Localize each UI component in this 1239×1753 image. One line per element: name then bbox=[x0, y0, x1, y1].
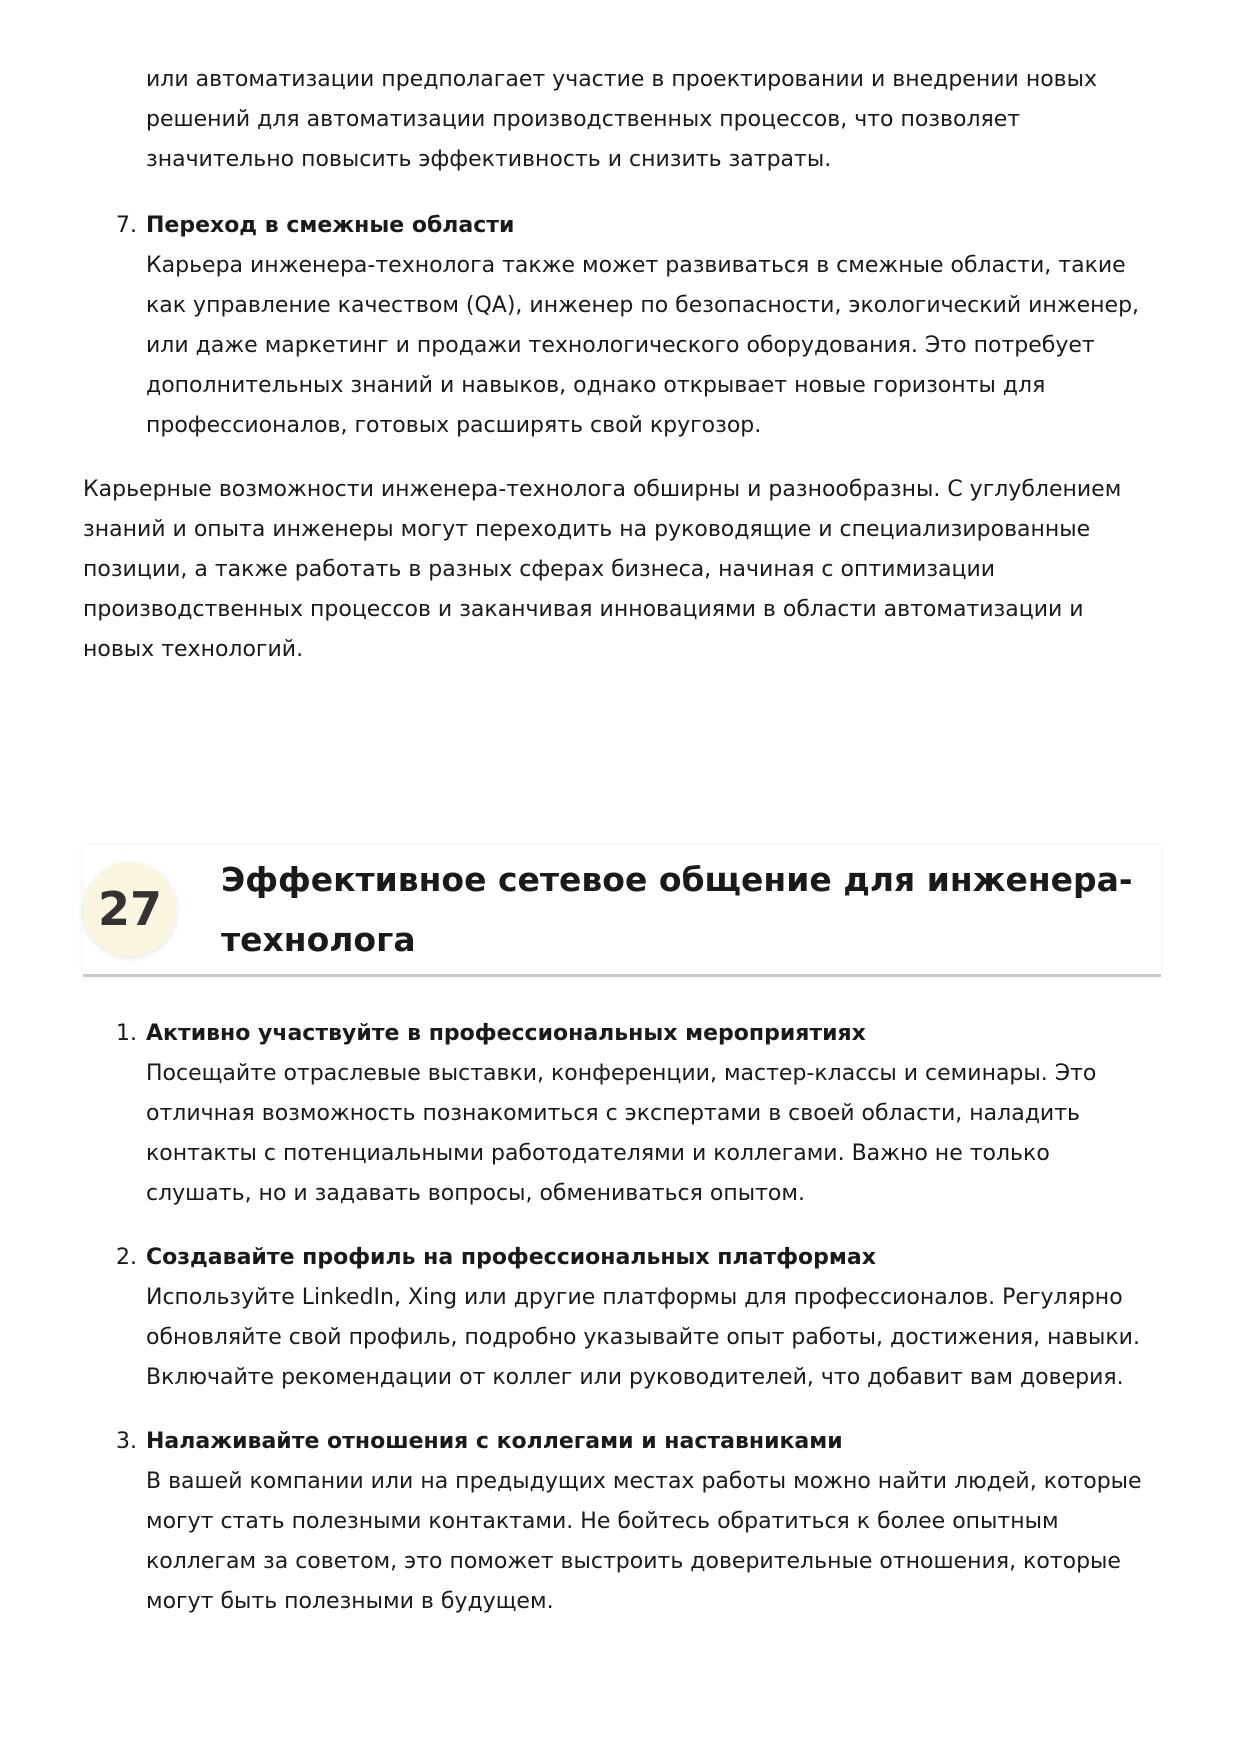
career-paths-list bbox=[83, 206, 1161, 446]
list-item-number: 1. bbox=[116, 1021, 137, 1046]
list-item-number: 7. bbox=[116, 213, 137, 238]
section-number-badge: 27 bbox=[83, 862, 177, 956]
list-item-body: Используйте LinkedIn, Xing или другие платформы для профессионалов. Регулярно обновляйте свой профиль, подробно указывайте опыт работы, достижения, навыки. Включайте рекомендации от коллег или руководителей, что добавит вам доверия. bbox=[146, 1285, 1140, 1390]
list-item-body: Посещайте отраслевые выставки, конференции, мастер-классы и семинары. Это отличная возможность познакомиться с экспертами в своей области, наладить контакты с потенциальными работодателями и коллегами. Важно не только слушать, но и задавать вопросы, обмениваться опытом. bbox=[146, 1061, 1097, 1206]
list-item-title: Налаживайте отношения с коллегами и наставниками bbox=[146, 1429, 843, 1454]
list-item-body: В вашей компании или на предыдущих местах работы можно найти людей, которые могут стать полезными контактами. Не бойтесь обратиться к более опытным коллегам за советом, это поможет выстроить доверительные отношения, которые могут быть полезными в будущем. bbox=[146, 1469, 1142, 1614]
list-item bbox=[83, 1014, 1161, 1214]
networking-tips-list bbox=[83, 1014, 1161, 1646]
list-item bbox=[83, 1238, 1161, 1398]
list-item-title: Активно участвуйте в профессиональных мероприятиях bbox=[146, 1021, 866, 1046]
list-item-number: 3. bbox=[116, 1429, 137, 1454]
list-item bbox=[83, 206, 1161, 446]
list-item-title: Переход в смежные области bbox=[146, 213, 515, 238]
summary-paragraph: Карьерные возможности инженера-технолога обширны и разнообразны. С углублением знаний и опыта инженеры могут переходить на руководящие и специализированные позиции, а также работать в разных сферах бизнеса, начиная с оптимизации производственных процессов и заканчивая инновациями в области автоматизации и новых технологий. bbox=[83, 477, 1122, 662]
continuation-paragraph: или автоматизации предполагает участие в проектировании и внедрении новых решений для автоматизации производственных процессов, что позволяет значительно повысить эффективность и снизить затраты. bbox=[146, 67, 1098, 172]
list-item-body: Карьера инженера-технолога также может развиваться в смежные области, такие как управление качеством (QA), инженер по безопасности, экологический инженер, или даже маркетинг и продажи технологического оборудования. Это потребует дополнительных знаний и навыков, однако открывает новые горизонты для профессионалов, готовых расширять свой кругозор. bbox=[146, 253, 1140, 438]
list-item-title: Создавайте профиль на профессиональных платформах bbox=[146, 1245, 876, 1270]
section-title: Эффективное сетевое общение для инженера-технолога bbox=[221, 860, 1133, 959]
list-item bbox=[83, 1422, 1161, 1622]
section-header bbox=[83, 846, 1161, 977]
list-item-number: 2. bbox=[116, 1245, 137, 1270]
